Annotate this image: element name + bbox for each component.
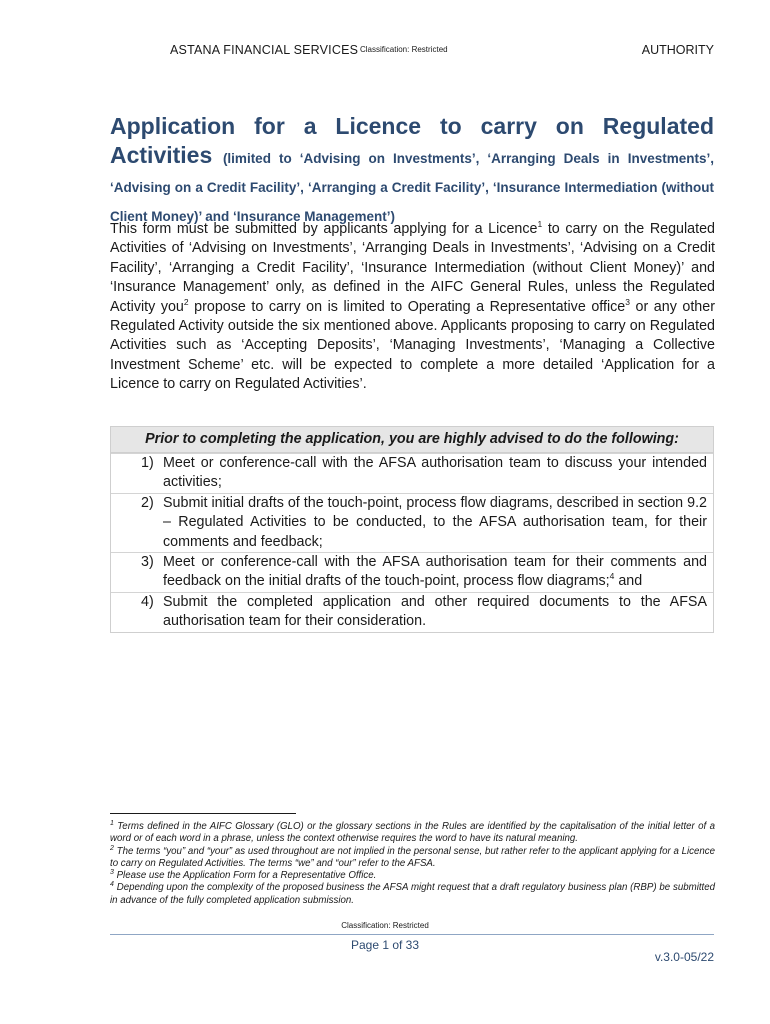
advice-heading: Prior to completing the application, you are highly advised to do the following: xyxy=(111,427,713,453)
header-org-name-right: AUTHORITY xyxy=(641,43,714,57)
advice-box xyxy=(110,426,714,633)
footnote xyxy=(110,870,715,882)
footnotes xyxy=(110,821,715,907)
footnote-number: 4 xyxy=(110,881,114,889)
advice-item-number: 4) xyxy=(141,593,154,610)
footnote-text: Depending upon the complexity of the proposed business the AFSA might request that a draft regulatory business plan (RBP) be submitted in advance of the fully completed application submission. xyxy=(110,882,715,906)
footer-divider xyxy=(110,934,714,935)
advice-item-text: Submit the completed application and other required documents to the AFSA authorisation team for their consideration. xyxy=(163,593,707,630)
intro-text-3: propose to carry on is limited to Operating a Representative office xyxy=(188,298,626,315)
footnote-ref-2[interactable]: 2 xyxy=(183,296,189,307)
footer-classification: Classification: Restricted xyxy=(341,921,429,930)
footnote-text: The terms “you” and “your” as used throughout are not implied in the personal sense, but rather refer to the applicant applying for a Licence to carry on Regulated Activities. The terms “we” and “our” refer to the AFSA. xyxy=(110,845,715,869)
advice-item xyxy=(111,592,713,632)
title-main: Application for a Licence to carry on Regulated Activities xyxy=(110,113,714,168)
footnote xyxy=(110,846,715,871)
header-org-name-left: ASTANA FINANCIAL SERVICES xyxy=(170,43,359,57)
page-number: Page 1 of 33 xyxy=(350,938,420,952)
advice-item-text-wrap xyxy=(163,553,707,592)
footnote-ref-3[interactable]: 3 xyxy=(625,296,630,307)
advice-item-text: Meet or conference-call with the AFSA authorisation team to discuss your intended activities; xyxy=(163,455,707,491)
footnote-ref-1[interactable]: 1 xyxy=(537,219,543,230)
advice-item xyxy=(111,552,713,592)
footnote-number: 3 xyxy=(110,868,114,876)
advice-item-text: Meet or conference-call with the AFSA authorisation team for their comments and feedback on the initial drafts of the touch-point, process flow diagrams; xyxy=(163,554,707,590)
intro-text-2: to carry on the Regulated Activities of ‘Advising on Investments’, ‘Arranging Deals in Investments’, ‘Advising on a Credit Facility’, ‘Arranging a Credit Facility’, ‘Insurance Intermediation (without Client Money)’ and ‘Insurance Management’ only, as defined in the AIFC General Rules, unless the Regulated Activity you xyxy=(110,221,716,315)
footnote-number: 1 xyxy=(110,819,114,827)
intro-paragraph xyxy=(110,220,715,395)
advice-item-text-tail: and xyxy=(614,573,643,590)
version-label: v.3.0-05/22 xyxy=(654,950,714,964)
advice-item xyxy=(111,493,713,552)
footnote xyxy=(110,882,715,907)
header-classification: Classification: Restricted xyxy=(360,45,448,54)
footnote-separator xyxy=(110,813,296,814)
advice-item-number: 2) xyxy=(141,494,154,511)
intro-text-4: or any other Regulated Activity outside the six mentioned above. Applicants proposing to carry on Regulated Activities such as ‘Accepting Deposits’, ‘Managing Investments’, ‘Managing a Collective Investment Scheme’ etc. will be expected to complete a more detailed ‘Application for a Licence to carry on Regulated Activities’. xyxy=(110,298,715,393)
title-subtitle: (limited to ‘Advising on Investments’, ‘Arranging Deals in Investments’, ‘Advising on a Credit Facility’, ‘Arranging a Credit Facility’, ‘Insurance Intermediation (without Client Money)’ and ‘Insurance Management’) xyxy=(110,151,714,224)
advice-item xyxy=(111,453,713,493)
footnote-text: Terms defined in the AIFC Glossary (GLO) or the glossary sections in the Rules are identified by the capitalisation of the initial letter of a word or of each word in a phrase, unless the context otherwise requires the word to have its natural meaning. xyxy=(110,821,715,845)
footnote-ref-4[interactable]: 4 xyxy=(609,571,615,582)
advice-item-number: 3) xyxy=(141,554,154,571)
document-title xyxy=(110,112,714,228)
advice-item-text: Submit initial drafts of the touch-point, process flow diagrams, described in section 9.2 – Regulated Activities to be conducted, to the AFSA authorisation team, for their comments and feedback; xyxy=(163,494,707,550)
footnote-text: Please use the Application Form for a Representative Office. xyxy=(113,870,377,882)
footnote xyxy=(110,821,715,846)
advice-item-number: 1) xyxy=(141,455,154,471)
intro-text-1: This form must be submitted by applicants applying for a Licence xyxy=(110,221,538,237)
footnote-number: 2 xyxy=(110,844,114,852)
